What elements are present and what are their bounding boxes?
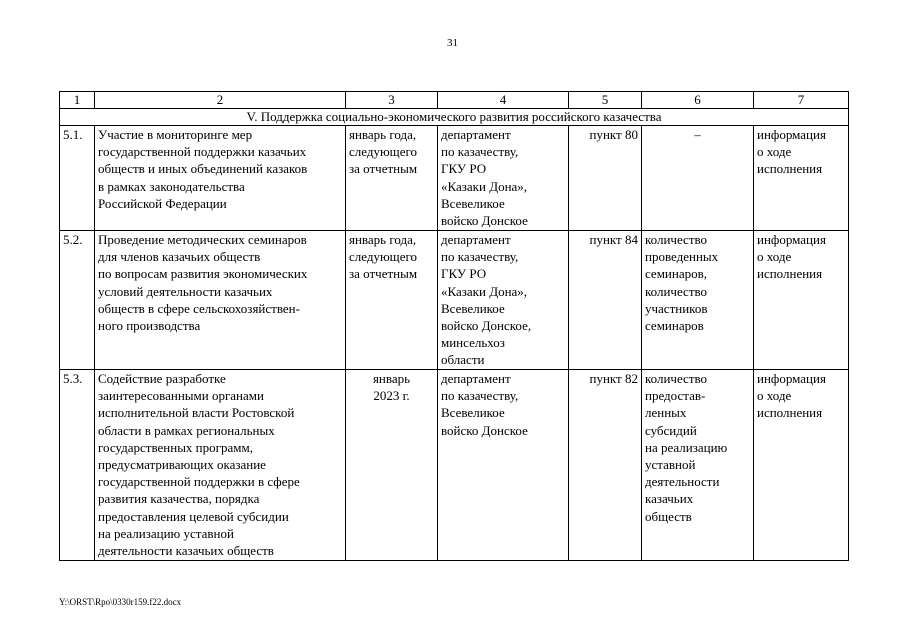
result-cell [754, 126, 849, 231]
activity-line: Проведение методических семинаров [98, 232, 307, 247]
indicator-line: деятельности [645, 474, 720, 490]
activity-line: развития казачества, порядка [98, 491, 260, 507]
activity-line: ного производства [98, 318, 201, 334]
deadline-line: январь года, [349, 232, 417, 247]
activity-line: Содействие разработке [98, 371, 226, 386]
indicator-line: – [694, 127, 701, 142]
activity-line: государственной поддержки казачьих [98, 144, 307, 160]
result-line: о ходе [757, 249, 792, 265]
result-line: исполнения [757, 405, 823, 421]
section-title: V. Поддержка социально-экономического развития российского казачества [60, 109, 849, 126]
activity-line: государственных программ, [98, 439, 253, 455]
column-number-6: 6 [642, 92, 754, 109]
executor-line: войско Донское [441, 422, 528, 438]
activity-line: заинтересованными органами [98, 388, 264, 404]
activity-line: Участие в мониторинге мер [98, 127, 253, 142]
indicator-line: семинаров [645, 318, 704, 334]
result-cell [754, 370, 849, 561]
activity-line: предоставления целевой субсидии [98, 508, 289, 524]
result-line: о ходе [757, 388, 792, 404]
indicator-cell [642, 231, 754, 370]
column-number-1: 1 [60, 92, 95, 109]
activity-cell [95, 126, 346, 231]
executor-line: Всевеликое [441, 405, 505, 421]
executor-cell [438, 231, 569, 370]
executor-line: по казачеству, [441, 144, 519, 160]
activity-cell [95, 370, 346, 561]
indicator-line: предостав- [645, 388, 706, 404]
column-number-5: 5 [569, 92, 642, 109]
deadline-line: за отчетным [349, 161, 418, 177]
activity-line: на реализацию уставной [98, 525, 234, 541]
deadline-line: 2023 г. [373, 388, 410, 404]
activity-line: государственной поддержки в сфере [98, 474, 300, 490]
deadline-cell [346, 370, 438, 561]
result-line: информация [757, 232, 826, 247]
activity-line: условий деятельности казачьих [98, 283, 273, 299]
column-number-4: 4 [438, 92, 569, 109]
row-number: 5.1. [60, 126, 95, 231]
executor-line: войско Донское [441, 213, 528, 229]
clause-cell: пункт 84 [569, 231, 642, 370]
indicator-line: ленных [645, 405, 687, 421]
deadline-line: следующего [349, 249, 417, 265]
executor-line: войско Донское, [441, 318, 532, 334]
indicator-line: казачьих [645, 491, 694, 507]
executor-line: департамент [441, 371, 511, 386]
deadline-cell [346, 126, 438, 231]
executor-line: «Казаки Дона», [441, 178, 528, 194]
executor-line: Всевеликое [441, 195, 505, 211]
result-line: информация [757, 127, 826, 142]
table-row [60, 370, 849, 561]
indicator-line: уставной [645, 457, 696, 473]
deadline-line: следующего [349, 144, 417, 160]
clause-cell: пункт 80 [569, 126, 642, 231]
result-line: исполнения [757, 266, 823, 282]
result-cell [754, 231, 849, 370]
footer-file-path: Y:\ORST\Rpo\0330r159.f22.docx [59, 597, 182, 607]
executor-line: ГКУ РО [441, 266, 487, 282]
activity-line: для членов казачьих обществ [98, 249, 261, 265]
row-number: 5.2. [60, 231, 95, 370]
indicator-line: количество [645, 371, 708, 386]
result-line: о ходе [757, 144, 792, 160]
indicator-line: субсидий [645, 422, 697, 438]
executor-line: по казачеству, [441, 249, 519, 265]
indicator-line: количество [645, 283, 708, 299]
deadline-line: за отчетным [349, 266, 418, 282]
executor-line: «Казаки Дона», [441, 283, 528, 299]
table-row [60, 231, 849, 370]
activity-line: обществ и иных объединений казаков [98, 161, 308, 177]
executor-line: по казачеству, [441, 388, 519, 404]
column-number-2: 2 [95, 92, 346, 109]
indicator-line: обществ [645, 508, 692, 524]
activity-line: исполнительной власти Ростовской [98, 405, 295, 421]
column-number-7: 7 [754, 92, 849, 109]
section-header-row [60, 109, 849, 126]
row-number: 5.3. [60, 370, 95, 561]
deadline-line: январь [372, 371, 411, 386]
executor-line: Всевеликое [441, 300, 505, 316]
column-number-row [60, 92, 849, 109]
indicator-line: на реализацию [645, 439, 728, 455]
executor-line: области [441, 352, 485, 368]
indicator-cell [642, 126, 754, 231]
indicator-line: количество [645, 232, 708, 247]
clause-cell: пункт 82 [569, 370, 642, 561]
column-number-3: 3 [346, 92, 438, 109]
activity-line: обществ в сфере сельскохозяйствен- [98, 300, 300, 316]
executor-line: минсельхоз [441, 335, 505, 351]
deadline-cell [346, 231, 438, 370]
plan-table [59, 91, 849, 561]
indicator-line: семинаров, [645, 266, 707, 282]
activity-line: в рамках законодательства [98, 178, 245, 194]
result-line: исполнения [757, 161, 823, 177]
deadline-line: январь года, [349, 127, 417, 142]
activity-line: области в рамках региональных [98, 422, 275, 438]
executor-line: департамент [441, 127, 511, 142]
indicator-line: проведенных [645, 249, 719, 265]
indicator-line: участников [645, 300, 708, 316]
activity-line: предусматривающих оказание [98, 457, 266, 473]
table-row [60, 126, 849, 231]
activity-line: Российской Федерации [98, 195, 227, 211]
executor-line: ГКУ РО [441, 161, 487, 177]
activity-line: по вопросам развития экономических [98, 266, 308, 282]
activity-cell [95, 231, 346, 370]
result-line: информация [757, 371, 826, 386]
indicator-cell [642, 370, 754, 561]
activity-line: деятельности казачьих обществ [98, 543, 274, 559]
executor-cell [438, 370, 569, 561]
executor-line: департамент [441, 232, 511, 247]
executor-cell [438, 126, 569, 231]
page-number: 31 [447, 37, 458, 49]
